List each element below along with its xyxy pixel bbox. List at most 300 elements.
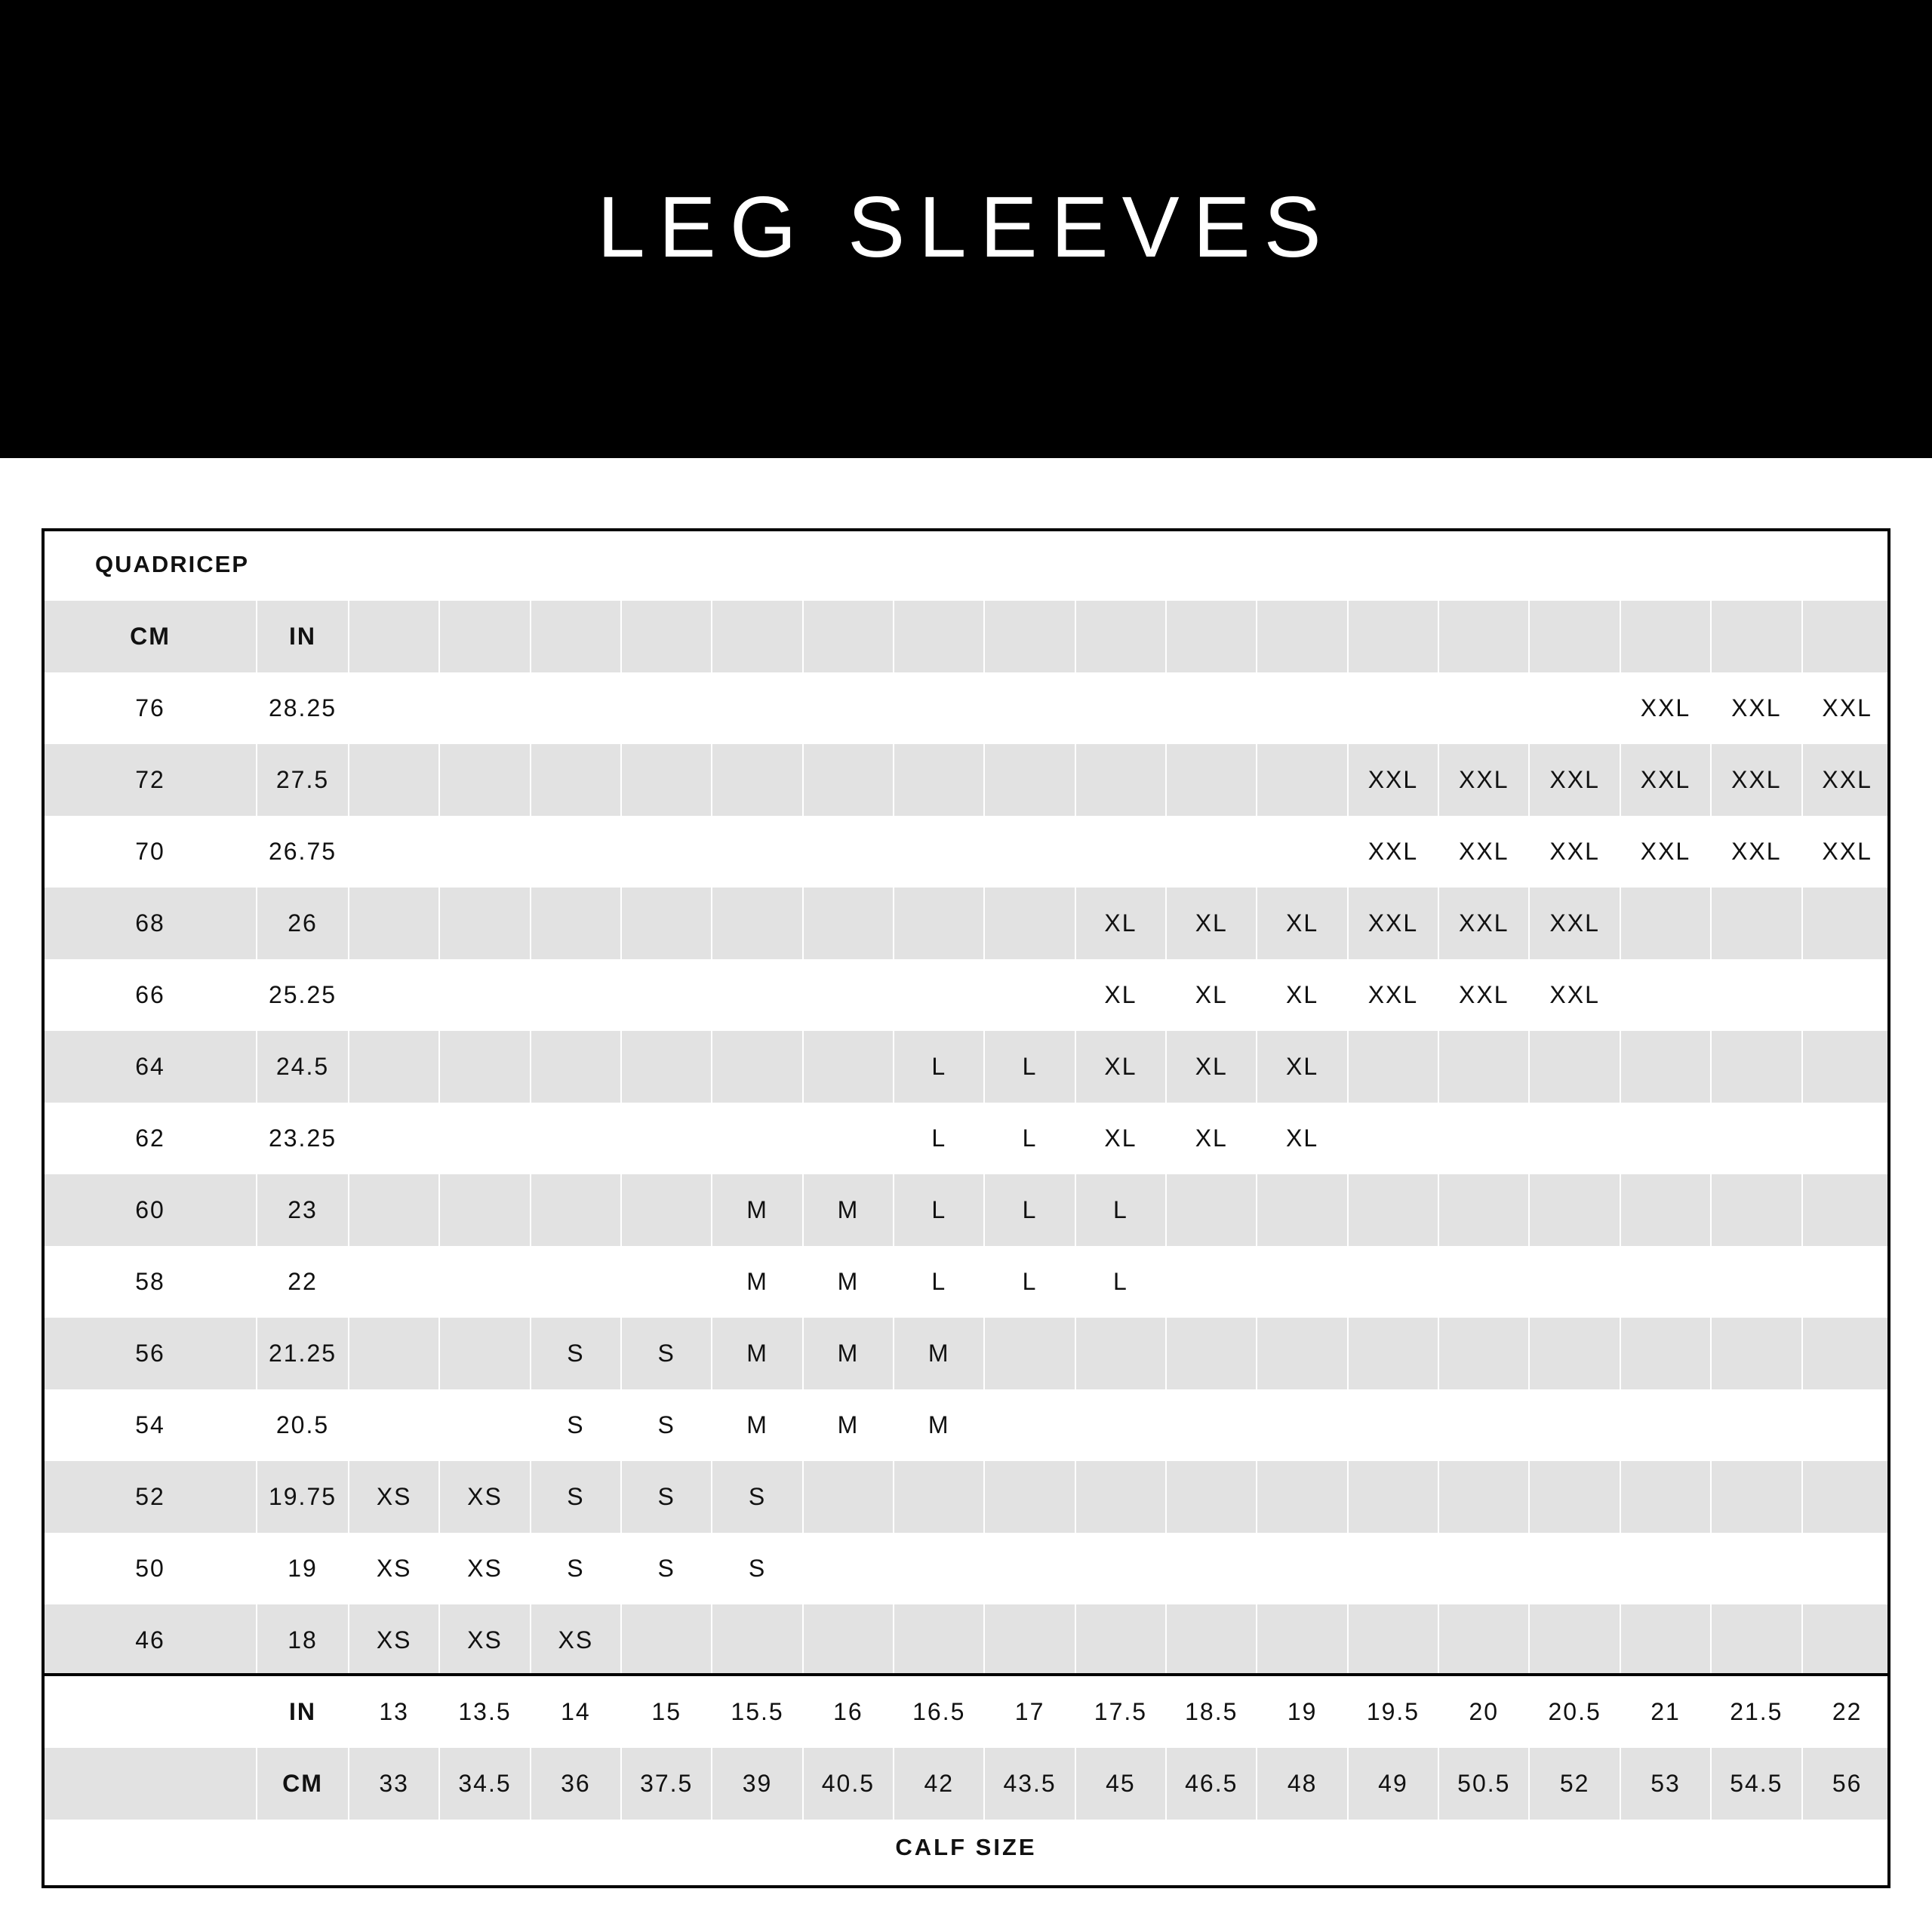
- calf-cm-value: 49: [1347, 1748, 1438, 1820]
- size-cell: [1528, 1174, 1619, 1246]
- size-cell: S: [530, 1389, 620, 1461]
- size-cell: [802, 672, 893, 744]
- size-cell: [438, 1103, 529, 1174]
- row-in: 21.25: [256, 1318, 348, 1389]
- header-empty-cell: [1165, 601, 1256, 672]
- size-cell: XXL: [1528, 744, 1619, 816]
- size-cell: XL: [1165, 888, 1256, 959]
- calf-in-value: 22: [1801, 1676, 1891, 1748]
- size-cell: XS: [438, 1461, 529, 1533]
- size-cell: [1801, 1318, 1891, 1389]
- size-cell: [983, 816, 1074, 888]
- size-cell: [1347, 1604, 1438, 1676]
- header-in: IN: [256, 601, 348, 672]
- size-cell: XL: [1256, 1103, 1346, 1174]
- size-cell: [1165, 744, 1256, 816]
- size-cell: [1165, 1174, 1256, 1246]
- row-cm: 52: [45, 1461, 256, 1533]
- size-cell: [1256, 816, 1346, 888]
- calf-in-value: 20: [1438, 1676, 1528, 1748]
- size-cell: [1620, 1533, 1710, 1604]
- size-cell: [711, 672, 801, 744]
- size-cell: XXL: [1710, 672, 1801, 744]
- size-cell: [1620, 1103, 1710, 1174]
- size-cell: M: [893, 1318, 983, 1389]
- size-cell: [1347, 1174, 1438, 1246]
- size-cell: [348, 888, 438, 959]
- header-empty-cell: [620, 601, 711, 672]
- size-cell: [983, 1604, 1074, 1676]
- row-cm: 72: [45, 744, 256, 816]
- size-cell: [1438, 1461, 1528, 1533]
- size-cell: XS: [348, 1461, 438, 1533]
- size-cell: XL: [1075, 888, 1165, 959]
- size-cell: [348, 959, 438, 1031]
- calf-cm-value: 56: [1801, 1748, 1891, 1820]
- size-cell: XXL: [1347, 888, 1438, 959]
- size-cell: [1620, 1031, 1710, 1103]
- size-cell: [438, 888, 529, 959]
- size-cell: [1710, 959, 1801, 1031]
- size-cell: [438, 1246, 529, 1318]
- size-cell: [1438, 1318, 1528, 1389]
- calf-cm-label: CM: [256, 1748, 348, 1820]
- size-cell: L: [983, 1031, 1074, 1103]
- row-in: 25.25: [256, 959, 348, 1031]
- size-cell: [1347, 1389, 1438, 1461]
- top-spacer-cell: [1256, 531, 1346, 601]
- size-cell: [1620, 1318, 1710, 1389]
- size-cell: [1438, 1604, 1528, 1676]
- calf-in-value: 13.5: [438, 1676, 529, 1748]
- row-in: 28.25: [256, 672, 348, 744]
- size-cell: [802, 1604, 893, 1676]
- row-cm: 70: [135, 838, 165, 865]
- size-cell: [348, 1389, 438, 1461]
- calf-in-value: 17.5: [1075, 1676, 1165, 1748]
- size-cell: [1075, 744, 1165, 816]
- size-cell: [1165, 816, 1256, 888]
- top-spacer-cell: [711, 531, 801, 601]
- size-cell: S: [530, 1533, 620, 1604]
- size-cell: XXL: [1438, 959, 1528, 1031]
- size-cell: [1620, 1604, 1710, 1676]
- size-cell: [1710, 1461, 1801, 1533]
- size-cell: [1710, 1246, 1801, 1318]
- size-cell: XXL: [1710, 744, 1801, 816]
- header-empty-cell: [1710, 601, 1801, 672]
- calf-in-value: 13: [348, 1676, 438, 1748]
- header-empty-cell: [1256, 601, 1346, 672]
- size-cell: XXL: [1801, 816, 1891, 888]
- size-cell: [802, 1461, 893, 1533]
- size-cell: [711, 744, 801, 816]
- size-cell: [1075, 1604, 1165, 1676]
- size-cell: [1710, 888, 1801, 959]
- calf-in-value: 19: [1256, 1676, 1346, 1748]
- size-cell: L: [893, 1031, 983, 1103]
- calf-cm-value: 53: [1620, 1748, 1710, 1820]
- size-cell: [1801, 888, 1891, 959]
- header-empty-cell: [1528, 601, 1619, 672]
- size-cell: [1710, 1174, 1801, 1246]
- size-cell: [1347, 1533, 1438, 1604]
- size-cell: [1710, 1318, 1801, 1389]
- size-cell: [530, 959, 620, 1031]
- row-cm: 64: [45, 1031, 256, 1103]
- size-cell: [438, 1318, 529, 1389]
- size-cell: S: [620, 1533, 711, 1604]
- size-cell: [893, 888, 983, 959]
- size-cell: [893, 744, 983, 816]
- size-cell: [1075, 816, 1165, 888]
- size-cell: L: [983, 1103, 1074, 1174]
- size-cell: [530, 1174, 620, 1246]
- size-cell: [348, 744, 438, 816]
- size-cell: S: [620, 1318, 711, 1389]
- size-cell: [1256, 1246, 1346, 1318]
- size-cell: [802, 1533, 893, 1604]
- calf-cm-value: 37.5: [620, 1748, 711, 1820]
- size-cell: [1347, 1246, 1438, 1318]
- size-cell: [802, 1103, 893, 1174]
- size-cell: [1438, 1389, 1528, 1461]
- size-cell: XXL: [1801, 672, 1891, 744]
- size-cell: [1710, 1103, 1801, 1174]
- top-spacer-cell: [1347, 531, 1438, 601]
- size-chart: [42, 528, 1890, 1888]
- calf-cm-value: 40.5: [802, 1748, 893, 1820]
- size-cell: [438, 959, 529, 1031]
- size-cell: [711, 816, 801, 888]
- size-cell: [1256, 1461, 1346, 1533]
- size-cell: S: [530, 1318, 620, 1389]
- size-cell: [348, 1031, 438, 1103]
- header-empty-cell: [1801, 601, 1891, 672]
- row-cm: 58: [135, 1268, 165, 1295]
- top-spacer-cell: [256, 531, 348, 601]
- calf-cm-value: 52: [1528, 1748, 1619, 1820]
- size-cell: XS: [438, 1604, 529, 1676]
- size-cell: XL: [1165, 959, 1256, 1031]
- size-cell: [530, 1031, 620, 1103]
- calf-in-value: 21.5: [1710, 1676, 1801, 1748]
- size-cell: [1256, 1604, 1346, 1676]
- top-spacer-cell: [1075, 531, 1165, 601]
- size-cell: [893, 1461, 983, 1533]
- header-empty-cell: [983, 601, 1074, 672]
- size-cell: [983, 888, 1074, 959]
- size-cell: [802, 959, 893, 1031]
- size-cell: [348, 1318, 438, 1389]
- size-cell: [1801, 1174, 1891, 1246]
- header-empty-cell: [711, 601, 801, 672]
- size-cell: [348, 816, 438, 888]
- size-cell: [983, 1461, 1074, 1533]
- size-cell: [893, 672, 983, 744]
- size-cell: [1075, 1533, 1165, 1604]
- size-cell: [802, 888, 893, 959]
- size-cell: XL: [1075, 1031, 1165, 1103]
- size-cell: [1528, 1389, 1619, 1461]
- size-cell: [1528, 1246, 1619, 1318]
- calf-divider: [42, 1673, 1890, 1676]
- size-cell: [1256, 1533, 1346, 1604]
- size-cell: [1438, 1533, 1528, 1604]
- page-title: LEG SLEEVES: [597, 180, 1335, 275]
- row-in: 23.25: [256, 1103, 348, 1174]
- size-cell: [1347, 1103, 1438, 1174]
- header-empty-cell: [1438, 601, 1528, 672]
- size-cell: XS: [348, 1533, 438, 1604]
- calf-cm-value: 54.5: [1710, 1748, 1801, 1820]
- size-cell: XS: [348, 1604, 438, 1676]
- size-cell: [711, 1103, 801, 1174]
- size-cell: XL: [1165, 1103, 1256, 1174]
- size-cell: [1438, 1174, 1528, 1246]
- calf-in-value: 15.5: [711, 1676, 801, 1748]
- row-cm: 60: [45, 1174, 256, 1246]
- row-in: 22: [256, 1246, 348, 1318]
- size-cell: [438, 1174, 529, 1246]
- size-cell: [983, 959, 1074, 1031]
- calf-in-value: 21: [1620, 1676, 1710, 1748]
- row-in: 20.5: [256, 1389, 348, 1461]
- size-cell: [711, 1604, 801, 1676]
- size-cell: [711, 1031, 801, 1103]
- top-spacer-cell: [893, 531, 983, 601]
- size-cell: [620, 959, 711, 1031]
- size-cell: XS: [530, 1604, 620, 1676]
- size-cell: [1528, 1461, 1619, 1533]
- size-cell: [1347, 1318, 1438, 1389]
- size-cell: [1710, 1389, 1801, 1461]
- row-cm: 50: [135, 1555, 165, 1582]
- size-cell: [1438, 1246, 1528, 1318]
- size-cell: M: [802, 1389, 893, 1461]
- size-cell: [1528, 1103, 1619, 1174]
- size-cell: [620, 888, 711, 959]
- size-cell: [1165, 1604, 1256, 1676]
- size-cell: [893, 1533, 983, 1604]
- row-in: 23: [256, 1174, 348, 1246]
- size-cell: L: [983, 1246, 1074, 1318]
- size-cell: [1347, 1461, 1438, 1533]
- size-cell: S: [620, 1461, 711, 1533]
- size-cell: [983, 1533, 1074, 1604]
- row-in: 19.75: [256, 1461, 348, 1533]
- row-cm: 66: [135, 981, 165, 1008]
- size-cell: L: [983, 1174, 1074, 1246]
- row-cm: 46: [45, 1604, 256, 1676]
- header-empty-cell: [530, 601, 620, 672]
- size-cell: XL: [1256, 959, 1346, 1031]
- size-cell: [1075, 1318, 1165, 1389]
- top-spacer-cell: [802, 531, 893, 601]
- row-cm: 54: [135, 1411, 165, 1438]
- size-cell: [620, 744, 711, 816]
- size-cell: [348, 1103, 438, 1174]
- size-cell: XXL: [1710, 816, 1801, 888]
- calf-cm-blank: [45, 1748, 256, 1820]
- size-cell: [1801, 1031, 1891, 1103]
- size-cell: [1438, 1103, 1528, 1174]
- header-empty-cell: [348, 601, 438, 672]
- calf-size-label: CALF SIZE: [895, 1834, 1037, 1860]
- header-empty-cell: [438, 601, 529, 672]
- size-cell: L: [893, 1103, 983, 1174]
- size-cell: [983, 1389, 1074, 1461]
- size-cell: M: [802, 1318, 893, 1389]
- size-cell: M: [893, 1389, 983, 1461]
- header-empty-cell: [893, 601, 983, 672]
- size-cell: [1528, 1318, 1619, 1389]
- header-empty-cell: [1347, 601, 1438, 672]
- calf-in-blank: [45, 1676, 256, 1748]
- size-cell: [1165, 1389, 1256, 1461]
- size-cell: XXL: [1347, 959, 1438, 1031]
- size-cell: [1801, 959, 1891, 1031]
- size-cell: [1165, 672, 1256, 744]
- size-cell: M: [711, 1389, 801, 1461]
- top-spacer-cell: [1165, 531, 1256, 601]
- size-cell: [620, 1174, 711, 1246]
- calf-in-value: 19.5: [1347, 1676, 1438, 1748]
- size-cell: [1075, 1461, 1165, 1533]
- calf-in-value: 16: [802, 1676, 893, 1748]
- calf-cm-value: 34.5: [438, 1748, 529, 1820]
- top-spacer-cell: [1438, 531, 1528, 601]
- calf-in-value: 18.5: [1165, 1676, 1256, 1748]
- calf-cm-value: 42: [893, 1748, 983, 1820]
- calf-cm-value: 46.5: [1165, 1748, 1256, 1820]
- header-empty-cell: [1075, 601, 1165, 672]
- size-cell: [348, 672, 438, 744]
- size-cell: [893, 959, 983, 1031]
- size-cell: XL: [1256, 1031, 1346, 1103]
- size-cell: XXL: [1528, 959, 1619, 1031]
- size-cell: [1165, 1533, 1256, 1604]
- size-cell: [983, 1318, 1074, 1389]
- size-cell: [620, 1246, 711, 1318]
- size-cell: XXL: [1620, 816, 1710, 888]
- size-cell: S: [711, 1533, 801, 1604]
- size-cell: XL: [1075, 959, 1165, 1031]
- size-cell: [620, 1031, 711, 1103]
- size-cell: [1528, 1533, 1619, 1604]
- size-cell: [893, 1604, 983, 1676]
- row-in: 19: [256, 1533, 348, 1604]
- size-cell: XL: [1165, 1031, 1256, 1103]
- size-cell: [1620, 959, 1710, 1031]
- row-cm: 76: [135, 694, 165, 721]
- calf-cm-value: 50.5: [1438, 1748, 1528, 1820]
- top-spacer-cell: [1801, 531, 1891, 601]
- size-cell: M: [802, 1174, 893, 1246]
- size-cell: XXL: [1438, 816, 1528, 888]
- size-cell: L: [893, 1246, 983, 1318]
- size-cell: [530, 744, 620, 816]
- top-spacer-cell: [348, 531, 438, 601]
- size-cell: [530, 888, 620, 959]
- size-cell: M: [802, 1246, 893, 1318]
- size-cell: [1620, 1389, 1710, 1461]
- size-cell: [438, 672, 529, 744]
- size-cell: [1347, 672, 1438, 744]
- size-cell: [438, 1031, 529, 1103]
- size-cell: XL: [1075, 1103, 1165, 1174]
- size-cell: [1256, 1389, 1346, 1461]
- row-cm: 56: [45, 1318, 256, 1389]
- size-cell: [1438, 672, 1528, 744]
- size-cell: [438, 744, 529, 816]
- calf-in-value: 14: [530, 1676, 620, 1748]
- size-cell: [1620, 1174, 1710, 1246]
- top-spacer-cell: [438, 531, 529, 601]
- calf-in-value: 20.5: [1528, 1676, 1619, 1748]
- size-cell: [1710, 1604, 1801, 1676]
- top-spacer-cell: [1620, 531, 1710, 601]
- row-in: 27.5: [256, 744, 348, 816]
- size-cell: [530, 672, 620, 744]
- size-cell: [438, 816, 529, 888]
- size-cell: XL: [1256, 888, 1346, 959]
- size-cell: [983, 744, 1074, 816]
- size-cell: S: [711, 1461, 801, 1533]
- size-cell: XXL: [1438, 744, 1528, 816]
- size-cell: [1620, 1461, 1710, 1533]
- calf-in-value: 15: [620, 1676, 711, 1748]
- size-cell: [1528, 1031, 1619, 1103]
- size-cell: [1256, 744, 1346, 816]
- calf-in-value: 16.5: [893, 1676, 983, 1748]
- size-cell: L: [1075, 1246, 1165, 1318]
- size-cell: [1710, 1533, 1801, 1604]
- size-cell: [620, 1604, 711, 1676]
- size-cell: [1801, 1246, 1891, 1318]
- header-empty-cell: [1620, 601, 1710, 672]
- size-cell: [1165, 1318, 1256, 1389]
- size-cell: [1801, 1103, 1891, 1174]
- size-cell: [530, 816, 620, 888]
- top-spacer-cell: [620, 531, 711, 601]
- size-cell: S: [530, 1461, 620, 1533]
- size-cell: L: [893, 1174, 983, 1246]
- size-cell: [348, 1246, 438, 1318]
- size-cell: L: [1075, 1174, 1165, 1246]
- size-cell: [1801, 1461, 1891, 1533]
- size-cell: [802, 744, 893, 816]
- size-cell: XXL: [1438, 888, 1528, 959]
- size-cell: [1165, 1461, 1256, 1533]
- size-cell: [1075, 672, 1165, 744]
- row-in: 26.75: [256, 816, 348, 888]
- size-cell: [1256, 672, 1346, 744]
- size-cell: [1347, 1031, 1438, 1103]
- size-cell: [1256, 1174, 1346, 1246]
- size-cell: [1620, 888, 1710, 959]
- size-cell: [620, 1103, 711, 1174]
- top-spacer-cell: [1528, 531, 1619, 601]
- size-cell: XXL: [1528, 888, 1619, 959]
- size-cell: [620, 672, 711, 744]
- size-cell: [711, 959, 801, 1031]
- calf-cm-value: 48: [1256, 1748, 1346, 1820]
- size-cell: [802, 816, 893, 888]
- size-cell: [438, 1389, 529, 1461]
- quadricep-label: QUADRICEP: [95, 551, 250, 577]
- row-in: 24.5: [256, 1031, 348, 1103]
